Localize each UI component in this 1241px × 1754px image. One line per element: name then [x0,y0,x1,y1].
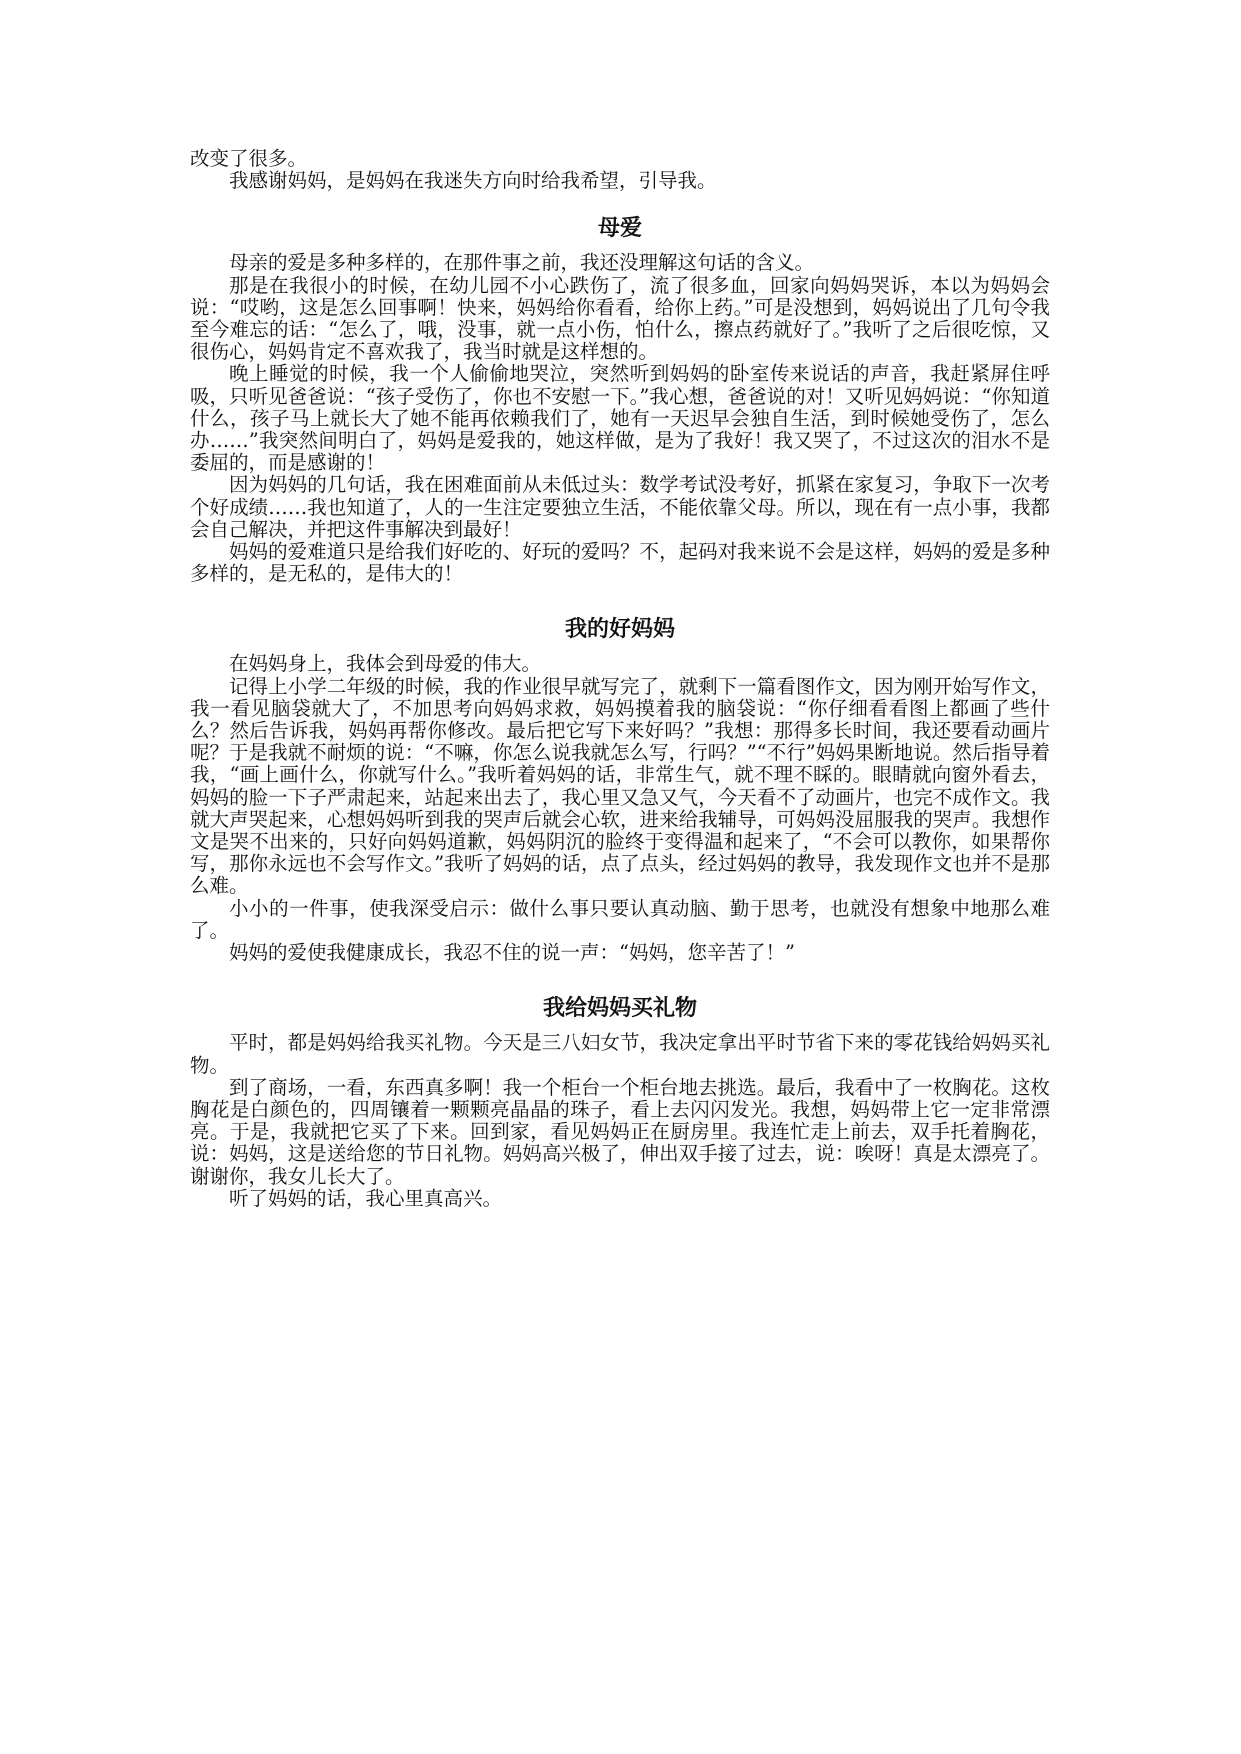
intro-paragraph-1: 改变了很多。 [190,147,308,170]
essay-title-my-good-mom: 我的好妈妈 [564,617,675,643]
essay-1-paragraph-2: 那是在我很小的时候，在幼儿园不小心跌伤了，流了很多血，回家向妈妈哭诉，本以为妈妈会说：“哎哟，这是怎么回事啊！快来，妈妈给你看看，给你上药。”可是没想到，妈妈说出了几句令我至今难忘的话：“怎么了，哦，没事，就一点小伤，怕什么，擦点药就好了。”我听了之后很吃惊，又很伤心，妈妈肯定不喜欢我了，我当时就是这样想的。 [190,273,1050,364]
essay-title-gift-for-mom: 我给妈妈买礼物 [542,996,697,1022]
essay-2-paragraph-4: 妈妈的爱使我健康成长，我忍不住的说一声：“妈妈，您辛苦了！” [229,941,795,965]
essay-title-mother-love: 母爱 [597,216,642,242]
essay-1-paragraph-1: 母亲的爱是多种多样的，在那件事之前，我还没理解这句话的含义。 [229,251,815,275]
essay-3-paragraph-3: 听了妈妈的话，我心里真高兴。 [229,1186,503,1210]
essay-2-paragraph-3: 小小的一件事，使我深受启示：做什么事只要认真动脑、勤于思考，也就没有想象中地那么难了。 [190,896,1050,942]
essay-3-paragraph-1: 平时，都是妈妈给我买礼物。今天是三八妇女节，我决定拿出平时节省下来的零花钱给妈妈买礼物。 [190,1031,1050,1077]
essay-2-paragraph-1: 在妈妈身上，我体会到母爱的伟大。 [229,652,542,676]
essay-1-paragraph-4: 因为妈妈的几句话，我在困难面前从未低过头：数学考试没考好，抓紧在家复习，争取下一次考个好成绩……我也知道了，人的一生注定要独立生活，不能依靠父母。所以，现在有一点小事，我都会自己解决，并把这件事解决到最好！ [190,473,1050,541]
essay-2-paragraph-2: 记得上小学二年级的时候，我的作业很早就写完了，就剩下一篇看图作文，因为刚开始写作文，我一看见脑袋就大了，不加思考向妈妈求救，妈妈摸着我的脑袋说：“你仔细看看图上都画了些什么？然后告诉我，妈妈再帮你修改。最后把它写下来好吗？”我想：那得多长时间，我还要看动画片呢？于是我就不耐烦的说：“不嘛，你怎么说我就怎么写，行吗？”“不行”妈妈果断地说。然后指导着我，“画上画什么，你就写什么。”我听着妈妈的话，非常生气，就不理不睬的。眼睛就向窗外看去，妈妈的脸一下子严肃起来，站起来出去了，我心里又急又气，今天看不了动画片，也完不成作文。我就大声哭起来，心想妈妈听到我的哭声后就会心软，进来给我辅导，可妈妈没屈服我的哭声。我想作文是哭不出来的，只好向妈妈道歉，妈妈阴沉的脸终于变得温和起来了，“不会可以教你，如果帮你写，那你永远也不会写作文。”我听了妈妈的话，点了点头，经过妈妈的教导，我发现作文也并不是那么难。 [190,674,1050,898]
essay-3-paragraph-2: 到了商场，一看，东西真多啊！我一个柜台一个柜台地去挑选。最后，我看中了一枚胸花。这枚胸花是白颜色的，四周镶着一颗颗亮晶晶的珠子，看上去闪闪发光。我想，妈妈带上它一定非常漂亮。于是，我就把它买了下来。回到家，看见妈妈正在厨房里。我连忙走上前去，双手托着胸花，说：妈妈，这是送给您的节日礼物。妈妈高兴极了，伸出双手接了过去，说：唉呀！真是太漂亮了。谢谢你，我女儿长大了。 [190,1075,1050,1188]
intro-paragraph-2: 我感谢妈妈，是妈妈在我迷失方向时给我希望，引导我。 [229,169,717,193]
essay-1-paragraph-5: 妈妈的爱难道只是给我们好吃的、好玩的爱吗？不，起码对我来说不会是这样，妈妈的爱是多种多样的，是无私的，是伟大的！ [190,540,1050,586]
document-page [190,148,1050,1210]
essay-1-paragraph-3: 晚上睡觉的时候，我一个人偷偷地哭泣，突然听到妈妈的卧室传来说话的声音，我赶紧屏住呼吸，只听见爸爸说：“孩子受伤了，你也不安慰一下。”我心想，爸爸说的对！又听见妈妈说：“你知道什么，孩子马上就长大了她不能再依赖我们了，她有一天迟早会独自生活，到时候她受伤了，怎么办……”我突然间明白了，妈妈是爱我的，她这样做，是为了我好！我又哭了，不过这次的泪水不是委屈的，而是感谢的！ [190,362,1050,475]
